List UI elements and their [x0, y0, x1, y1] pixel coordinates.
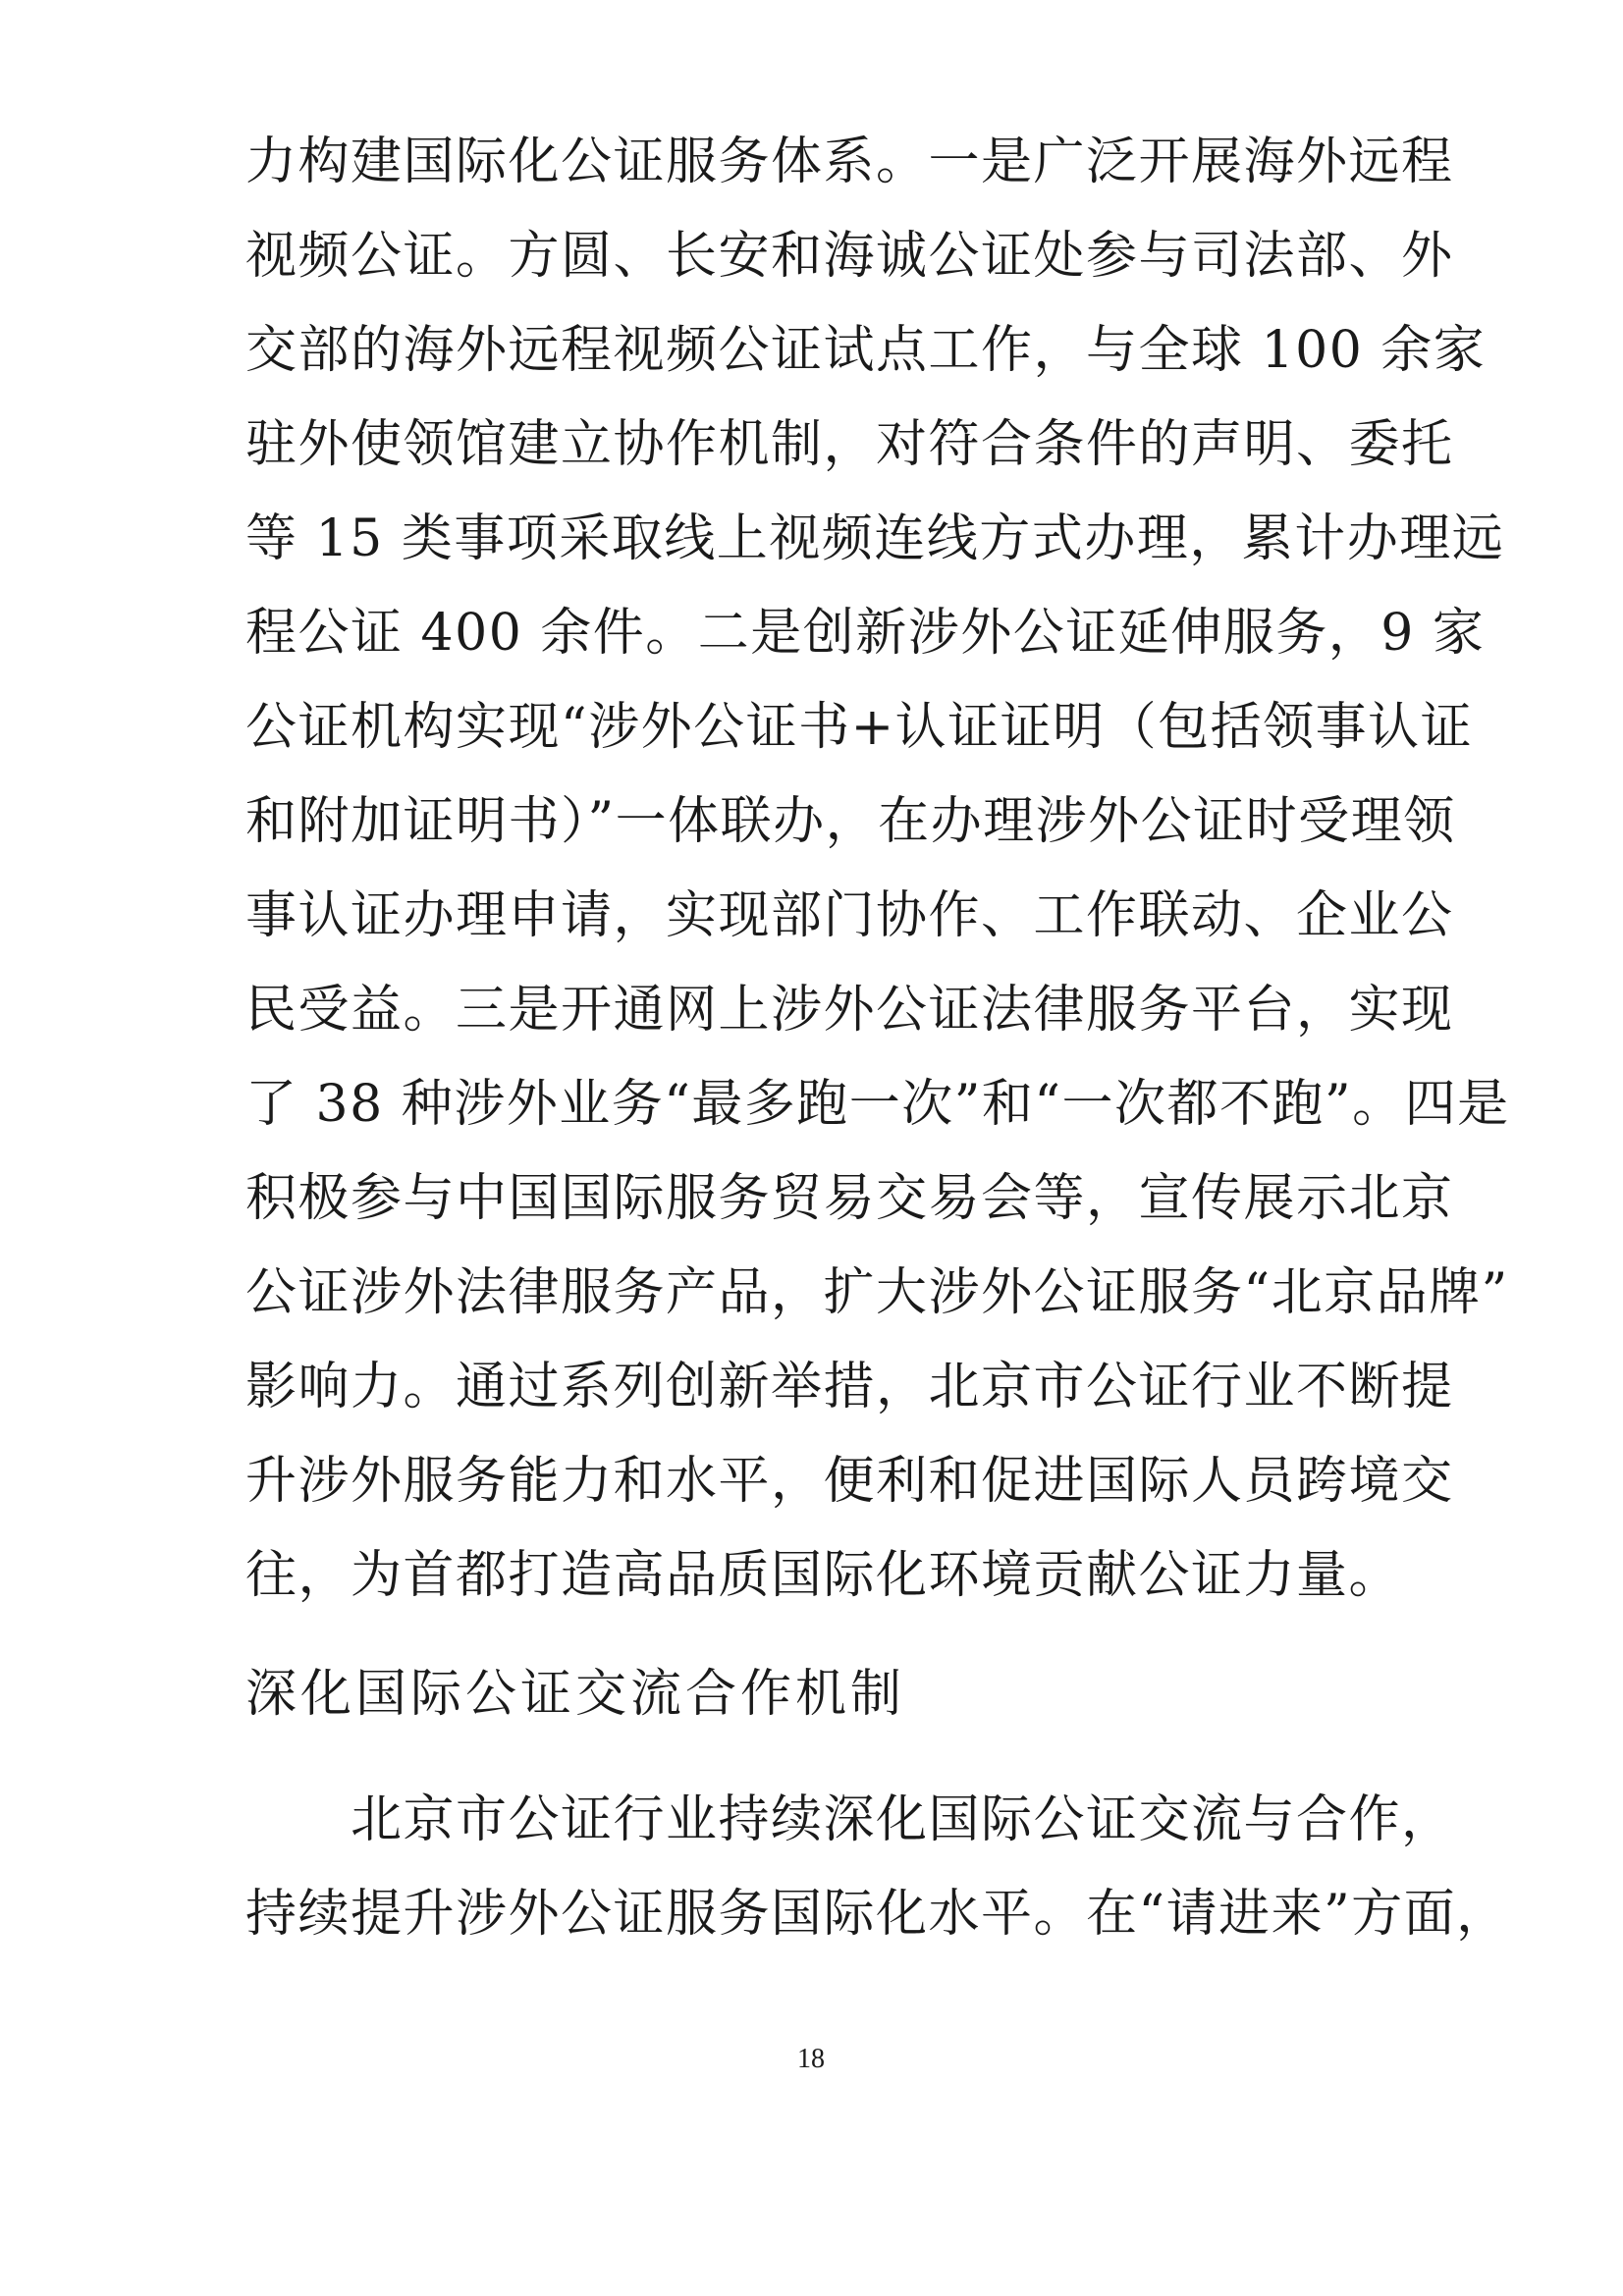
paragraph-line: 视频公证。方圆、长安和海诚公证处参与司法部、外	[245, 227, 1454, 286]
paragraph-line: 影响力。通过系列创新举措，北京市公证行业不断提	[245, 1358, 1454, 1416]
paragraph-line: 等 15 类事项采取线上视频连线方式办理，累计办理远	[245, 509, 1505, 568]
paragraph-line: 升涉外服务能力和水平，便利和促进国际人员跨境交	[245, 1452, 1454, 1511]
section-heading: 深化国际公证交流合作机制	[245, 1665, 906, 1724]
paragraph-line: 驻外使领馆建立协作机制，对符合条件的声明、委托	[245, 415, 1454, 474]
paragraph-line: 交部的海外远程视频公证试点工作，与全球 100 余家	[245, 321, 1487, 380]
paragraph-line: 程公证 400 余件。二是创新涉外公证延伸服务，9 家	[245, 604, 1486, 663]
paragraph-line: 公证涉外法律服务产品，扩大涉外公证服务“北京品牌”	[245, 1263, 1509, 1322]
paragraph-line: 积极参与中国国际服务贸易交易会等，宣传展示北京	[245, 1169, 1454, 1228]
paragraph-line: 持续提升涉外公证服务国际化水平。在“请进来”方面，	[245, 1885, 1509, 1944]
paragraph-line: 力构建国际化公证服务体系。一是广泛开展海外远程	[245, 133, 1454, 191]
paragraph-line: 民受益。三是开通网上涉外公证法律服务平台，实现	[245, 981, 1454, 1040]
paragraph-line: 公证机构实现“涉外公证书+认证证明（包括领事认证	[245, 698, 1474, 757]
paragraph-line: 北京市公证行业持续深化国际公证交流与合作，	[245, 1790, 1454, 1849]
paragraph-line: 了 38 种涉外业务“最多跑一次”和“一次都不跑”。四是	[245, 1075, 1510, 1134]
paragraph-line: 往，为首都打造高品质国际化环境贡献公证力量。	[245, 1546, 1402, 1605]
paragraph-line: 事认证办理申请，实现部门协作、工作联动、企业公	[245, 886, 1454, 945]
paragraph-line: 和附加证明书）”一体联办，在办理涉外公证时受理领	[245, 792, 1456, 851]
page-number: 18	[797, 2044, 825, 2074]
